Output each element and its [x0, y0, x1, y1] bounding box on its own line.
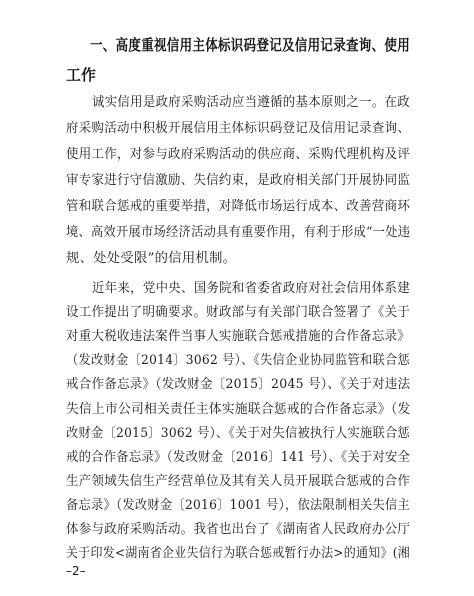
- paragraph-2-line-2: 设工作提出了明确要求。财政部与有关部门联合签署了《关于: [66, 305, 411, 321]
- paragraph-2-line-1: 近年来，党中央、国务院和省委省政府对社会信用体系建: [92, 281, 410, 296]
- paragraph-2-line-7: 改财金〔2015〕3062 号）、《关于对失信被执行人实施联合惩: [66, 425, 411, 441]
- paragraph-2-line-3: 对重大税收违法案件当事人实施联合惩戒措施的合作备忘录》: [66, 329, 411, 345]
- section-heading-line-2: 工作: [66, 66, 97, 84]
- paragraph-1-line-2: 府采购活动中积极开展信用主体标识码登记及信用记录查询、: [66, 121, 411, 136]
- paragraph-2-line-4: （发改财金〔2014〕3062 号）、《失信企业协同监管和联合惩: [66, 353, 411, 369]
- paragraph-1-line-3: 使用工作，对参与政府采购活动的供应商、采购代理机构及评: [66, 147, 411, 162]
- paragraph-2-line-6: 失信上市公司相关责任主体实施联合惩戒的合作备忘录》（发: [66, 401, 411, 417]
- paragraph-1-line-6: 境、高效开展市场经济活动具有重要作用，有利于形成“一处违: [66, 225, 411, 240]
- paragraph-2-line-9: 生产领域失信生产经营单位及其有关人员开展联合惩戒的合作: [66, 473, 411, 489]
- paragraph-2-line-8: 戒的合作备忘录》（发改财金〔2016〕141 号）、《关于对安全: [66, 449, 411, 465]
- paragraph-2-line-10: 备忘录》（发改财金〔2016〕1001 号），依法限制相关失信主: [66, 497, 411, 513]
- section-heading-line-1: 一、高度重视信用主体标识码登记及信用记录查询、使用: [90, 36, 411, 54]
- paragraph-1-line-5: 管和联合惩戒的重要举措，对降低市场运行成本、改善营商环: [66, 199, 411, 214]
- paragraph-1-line-7: 规、处处受限”的信用机制。: [66, 251, 237, 266]
- page-number: –2–: [66, 564, 86, 578]
- paragraph-2-line-11: 体参与政府采购活动。我省也出台了《湖南省人民政府办公厅: [66, 522, 411, 537]
- paragraph-2-line-5: 戒合作备忘录》（发改财金〔2015〕2045 号）、《关于对违法: [66, 377, 411, 393]
- paragraph-2-line-12: 关于印发<湖南省企业失信行为联合惩戒暂行办法>的通知》(湘: [66, 546, 410, 562]
- paragraph-1-line-1: 诚实信用是政府采购活动应当遵循的基本原则之一。在政: [92, 95, 410, 110]
- paragraph-1-line-4: 审专家进行守信激励、失信约束，是政府相关部门开展协同监: [66, 173, 411, 188]
